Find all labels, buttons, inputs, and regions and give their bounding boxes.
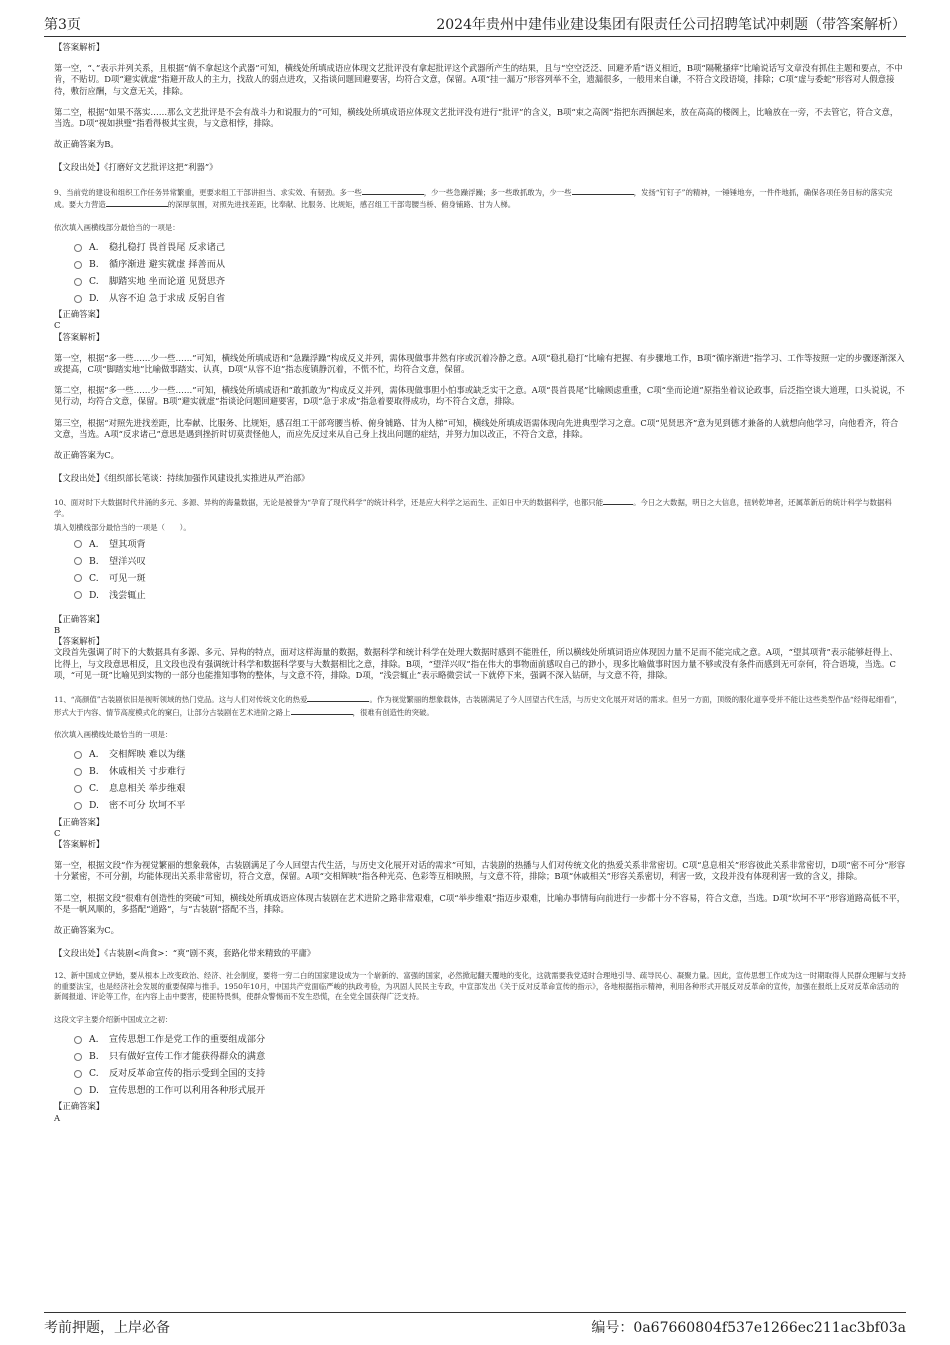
- correct-answer: C: [54, 320, 61, 331]
- radio-icon[interactable]: [74, 785, 82, 793]
- radio-icon[interactable]: [74, 574, 82, 582]
- option-d[interactable]: D. 浅尝辄止: [74, 587, 906, 604]
- option-d[interactable]: D. 宣传思想的工作可以利用各种形式展开: [74, 1082, 906, 1099]
- radio-icon[interactable]: [74, 1053, 82, 1061]
- radio-icon[interactable]: [74, 244, 82, 252]
- document-id: 编号：0a67660804f537e1266ec211ac3bf03a: [591, 1320, 906, 1336]
- question-instruction: 依次填入画横线处最恰当的一项是：: [54, 730, 173, 740]
- correct-answer-label: 【正确答案】: [54, 1101, 105, 1112]
- radio-icon[interactable]: [74, 751, 82, 759]
- radio-icon[interactable]: [74, 802, 82, 810]
- option-a[interactable]: A. 宣传思想工作是党工作的重要组成部分: [74, 1031, 906, 1048]
- page-header: [44, 12, 906, 37]
- fill-blank: [307, 693, 369, 702]
- fill-blank: [362, 186, 424, 195]
- analysis-paragraph: 第二空，根据“多一些……少一些……”可知，横线处所填成语和“敢抓敢为”构成反义并列，需体现做事胆小怕事或缺乏实干之意。A项“畏首畏尾”比喻顾虑重重，C项“坐而论道”原指坐着议论政事，后泛指空谈大道理，口头说说，不见行动，均符合文意，保留。B项“避实就虚”指谈论问题回避要害，D项“急于求成”指急着要取得成功，均不符合文意，排除。: [54, 385, 905, 407]
- answer-conclusion: 故正确答案为C。: [54, 925, 120, 935]
- radio-icon[interactable]: [74, 261, 82, 269]
- option-b[interactable]: B. 休戚相关 寸步难行: [74, 764, 906, 781]
- analysis-paragraph: 第一空，根据文段“作为视觉繁丽的想象载体，古装剧满足了今人回望古代生活，与历史文化展开对话的需求”可知，古装剧的热播与人们对传统文化的热爱关系非常密切。C项“息息相关”形容彼此关系非常密切，D项“密不可分”形容十分紧密，不可分割，均能体现出关系非常密切，符合文意，保留。A项“交相辉映”指各种光亮、色彩等互相映照，与文意不符，排除；B项“休戚相关”形容关系密切，利害一致，文段并没有体现利害一致的含义，排除。: [54, 860, 906, 882]
- option-list: [74, 1031, 906, 1099]
- option-c[interactable]: C. 可见一斑: [74, 570, 906, 587]
- page-number: 第3页: [44, 17, 81, 33]
- source-citation: 【文段出处】《组织部长笔谈：持续加强作风建设扎实推进从严治部》: [54, 473, 310, 484]
- correct-answer-label: 【正确答案】: [54, 613, 105, 624]
- fill-blank: [572, 186, 634, 195]
- analysis-paragraph: 第一空，“、”表示并列关系，且根据“倘不拿起这个武器”可知，横线处所填成语应体现文艺批评没有拿起批评这个武器所产生的结果，且与“空空泛泛、回避矛盾”语义相近，B项“隔靴搔痒”比喻说话写文章没有抓住主题和要点，不中肯，不贴切。D项“避实就虚”指避开敌人的主力，找敌人的弱点进攻，又指谈问题回避要害，均符合文意，保留。A项“挂一漏万”形容列举不全，遗漏很多，一般用来自谦，不符合文段语境，排除；C项“虚与委蛇”形容对人假意接待，敷衍应酬，与文意无关，排除。: [54, 63, 903, 96]
- option-list: [74, 239, 906, 307]
- fill-blank: [291, 706, 353, 715]
- option-b[interactable]: B. 只有做好宣传工作才能获得群众的满意: [74, 1048, 906, 1065]
- question-instruction: 填入划横线部分最恰当的一项是（ ）。: [54, 523, 191, 533]
- radio-icon[interactable]: [74, 591, 82, 599]
- question-instruction: 这段文字主要介绍新中国成立之初：: [54, 1014, 173, 1024]
- option-a[interactable]: A. 望其项背: [74, 536, 906, 553]
- correct-answer: A: [54, 1112, 61, 1123]
- radio-icon[interactable]: [74, 1036, 82, 1044]
- answer-conclusion: 故正确答案为B。: [54, 139, 119, 150]
- fill-blank: [603, 496, 633, 505]
- option-d[interactable]: D. 密不可分 坎坷不平: [74, 798, 906, 815]
- correct-answer: C: [54, 827, 61, 838]
- radio-icon[interactable]: [74, 1070, 82, 1078]
- radio-icon[interactable]: [74, 1087, 82, 1095]
- option-d[interactable]: D. 从容不迫 急于求成 反躬自省: [74, 290, 906, 307]
- document-title: 2024年贵州中建伟业建设集团有限责任公司招聘笔试冲刺题（带答案解析）: [436, 17, 906, 33]
- option-c[interactable]: C. 脚踏实地 坐而论道 见贤思齐: [74, 273, 906, 290]
- option-b[interactable]: B. 望洋兴叹: [74, 553, 906, 570]
- analysis-label: 【答案解析】: [54, 838, 105, 849]
- question-stem: 10、面对时下大数据时代井涌的多元、多源、异构的海量数据，无论是被誉为“孕育了现代科学”的统计科学，还是应大科学之运而生、正如日中天的数据科学，也都只能 。今日之大数据，明日之大信息，扭转乾坤者，还属革新后的统计科学与数据科学。: [54, 498, 892, 518]
- analysis-label: 【答案解析】: [54, 636, 105, 647]
- option-list: [74, 536, 906, 604]
- analysis-paragraph: 第二空，根据“如果不落实……那么文艺批评是不会有战斗力和说服力的”可知，横线处所填成语应体现文艺批评没有进行“批评”的含义，B项“束之高阁”指把东西捆起来，放在高高的楼阁上，比喻放在一旁，不去管它，符合文意，当选。D项“视如拱璧”指看得极其宝贵，与文意相悖，排除。: [54, 106, 899, 129]
- page-footer: [44, 1312, 906, 1337]
- analysis-label: 【答案解析】: [54, 331, 105, 342]
- analysis-label: 【答案解析】: [54, 42, 105, 52]
- fill-blank: [106, 198, 168, 207]
- analysis-paragraph: 第二空，根据文段“很难有创造性的突破”可知，横线处所填成语应体现古装剧在艺术进阶之路非常艰难，C项“举步维艰”指迈步艰难，比喻办事情每向前进行一步都十分不容易，符合文意，当选。D项“坎坷不平”形容道路高低不平，不是一帆风顺的，多搭配“道路”，与“古装剧”搭配不当，排除。: [54, 892, 906, 914]
- radio-icon[interactable]: [74, 278, 82, 286]
- footer-slogan: 考前押题，上岸必备: [44, 1320, 170, 1336]
- question-stem: 11、“高颜值”古装剧依旧是视听领域的热门党品。这与人们对传统文化的热爱 。作为视觉繁丽的想象载体，古装剧满足了今人回望古代生活，与历史文化展开对话的需求。但另一方面，顶级的服化道享受并不能让这些类型作品“经得起细看”，形式大于内容、情节高度模式化的窠臼，让部分古装剧在艺术进阶之路上 ，很难有创造性的突破。: [54, 695, 902, 717]
- source-citation: 【文段出处】《古装剧<尚食>：“爽”剧不爽，套路化带来精致的平庸》: [54, 948, 316, 959]
- question-stem: 12、新中国成立伊始，要从根本上改变政治、经济、社会制度，要将一穷二白的国家建设成为一个崭新的、富强的国家，必然掀起翻天覆地的变化，这就需要我党适时合理地引导、疏导民心、凝聚力量。因此，宣传思想工作成为这一时期取得人民群众理解与支持的重要法宝，也是经济社会发展的重要保障与推手。1950年10月，中国共产党面临严峻的执政考验，为巩固人民民主专政，中宣部发出《关于反对反革命宣传的指示》，各地根据指示精神，利用各种形式开展反对反革命的宣传，加强在报纸上反对反革命活动的新闻报道、评论等工作，在内容上击中要害，使匪特畏惧，使群众警惕而不发生恐慌，在全党全国获得广泛支持。: [54, 971, 906, 1002]
- radio-icon[interactable]: [74, 295, 82, 303]
- answer-conclusion: 故正确答案为C。: [54, 449, 120, 460]
- option-a[interactable]: A. 稳扎稳打 畏首畏尾 反求诸己: [74, 239, 906, 256]
- correct-answer: B: [54, 625, 61, 636]
- analysis-paragraph: 第三空，根据“对照先进找差距，比奉献、比服务、比规矩，感召组工干部弯腰当桥、俯身铺路、甘为人梯”可知，横线处所填成语需体现向先进典型学习之意。C项“见贤思齐”意为见到德才兼备的人就想向他学习，向他看齐，符合文意，当选。A项“反求诸己”意思是遇到挫折时切莫责怪他人，而应先反过来从自己身上找出问题的症结，并努力加以改正，不符合文意，排除。: [54, 417, 899, 439]
- correct-answer-label: 【正确答案】: [54, 816, 105, 827]
- correct-answer-label: 【正确答案】: [54, 309, 105, 320]
- radio-icon[interactable]: [74, 540, 82, 548]
- question-instruction: 依次填入画横线部分最恰当的一项是：: [54, 222, 180, 232]
- radio-icon[interactable]: [74, 768, 82, 776]
- document-body: [54, 42, 906, 1124]
- option-list: [74, 747, 906, 815]
- option-a[interactable]: A. 交相辉映 难以为继: [74, 747, 906, 764]
- source-citation: 【文段出处】《打磨好文艺批评这把“利器”》: [54, 162, 218, 173]
- option-b[interactable]: B. 循序渐进 避实就虚 择善而从: [74, 256, 906, 273]
- analysis-paragraph: 第一空，根据“多一些……少一些……”可知，横线处所填成语和“急躁浮躁”构成反义并列，需体现做事井然有序或沉着冷静之意。A项“稳扎稳打”比喻有把握、有步骤地工作，B项“循序渐进”指学习、工作等按照一定的步骤逐渐深入或提高，C项“脚踏实地”比喻做事踏实、认真，D项“从容不迫”指态度镇静沉着，不慌不忙，均符合文意，保留。: [54, 352, 905, 374]
- option-c[interactable]: C. 反对反革命宣传的指示受到全国的支持: [74, 1065, 906, 1082]
- radio-icon[interactable]: [74, 557, 82, 565]
- analysis-paragraph: 文段首先强调了时下的大数据具有多源、多元、异构的特点，面对这样海量的数据，数据科学和统计科学在处理大数据时感到不能胜任，所以横线处所填词语应体现因力量不足而不能完成之意。A项，“望其项背”表示能够赶得上、比得上，与文段意思相反，且文段也没有强调统计科学和数据科学要与大数据相比之意，排除。B项，“望洋兴叹”指在伟大的事物面前感叹自己的渺小，现多比喻做事时因力量不够或没有条件而感到无可奈何，符合语境，当选。C项，“可见一斑”比喻见到实物的一部分也能推知事物的整体，与文意不符，排除。D项，“浅尝辄止”表示略微尝试一下就停下来，强调不深入钻研，与文意不符，排除。: [54, 647, 898, 680]
- option-c[interactable]: C. 息息相关 举步维艰: [74, 781, 906, 798]
- question-stem: 9、当前党的建设和组织工作任务异常繁重，更要求组工干部讲担当、求实效、有韧劲。多一些 ，少一些急躁浮躁；多一些敢抓敢为，少一些 ，发扬“钉钉子”的精神，一锤锤地夯，一件件地抓，确保各项任务目标的落实完成。要大力营造 的深厚氛围，对照先进找差距，比奉献、比服务、比规矩，感召组工干部弯腰当桥、俯身铺路、甘为人梯。: [54, 187, 893, 210]
